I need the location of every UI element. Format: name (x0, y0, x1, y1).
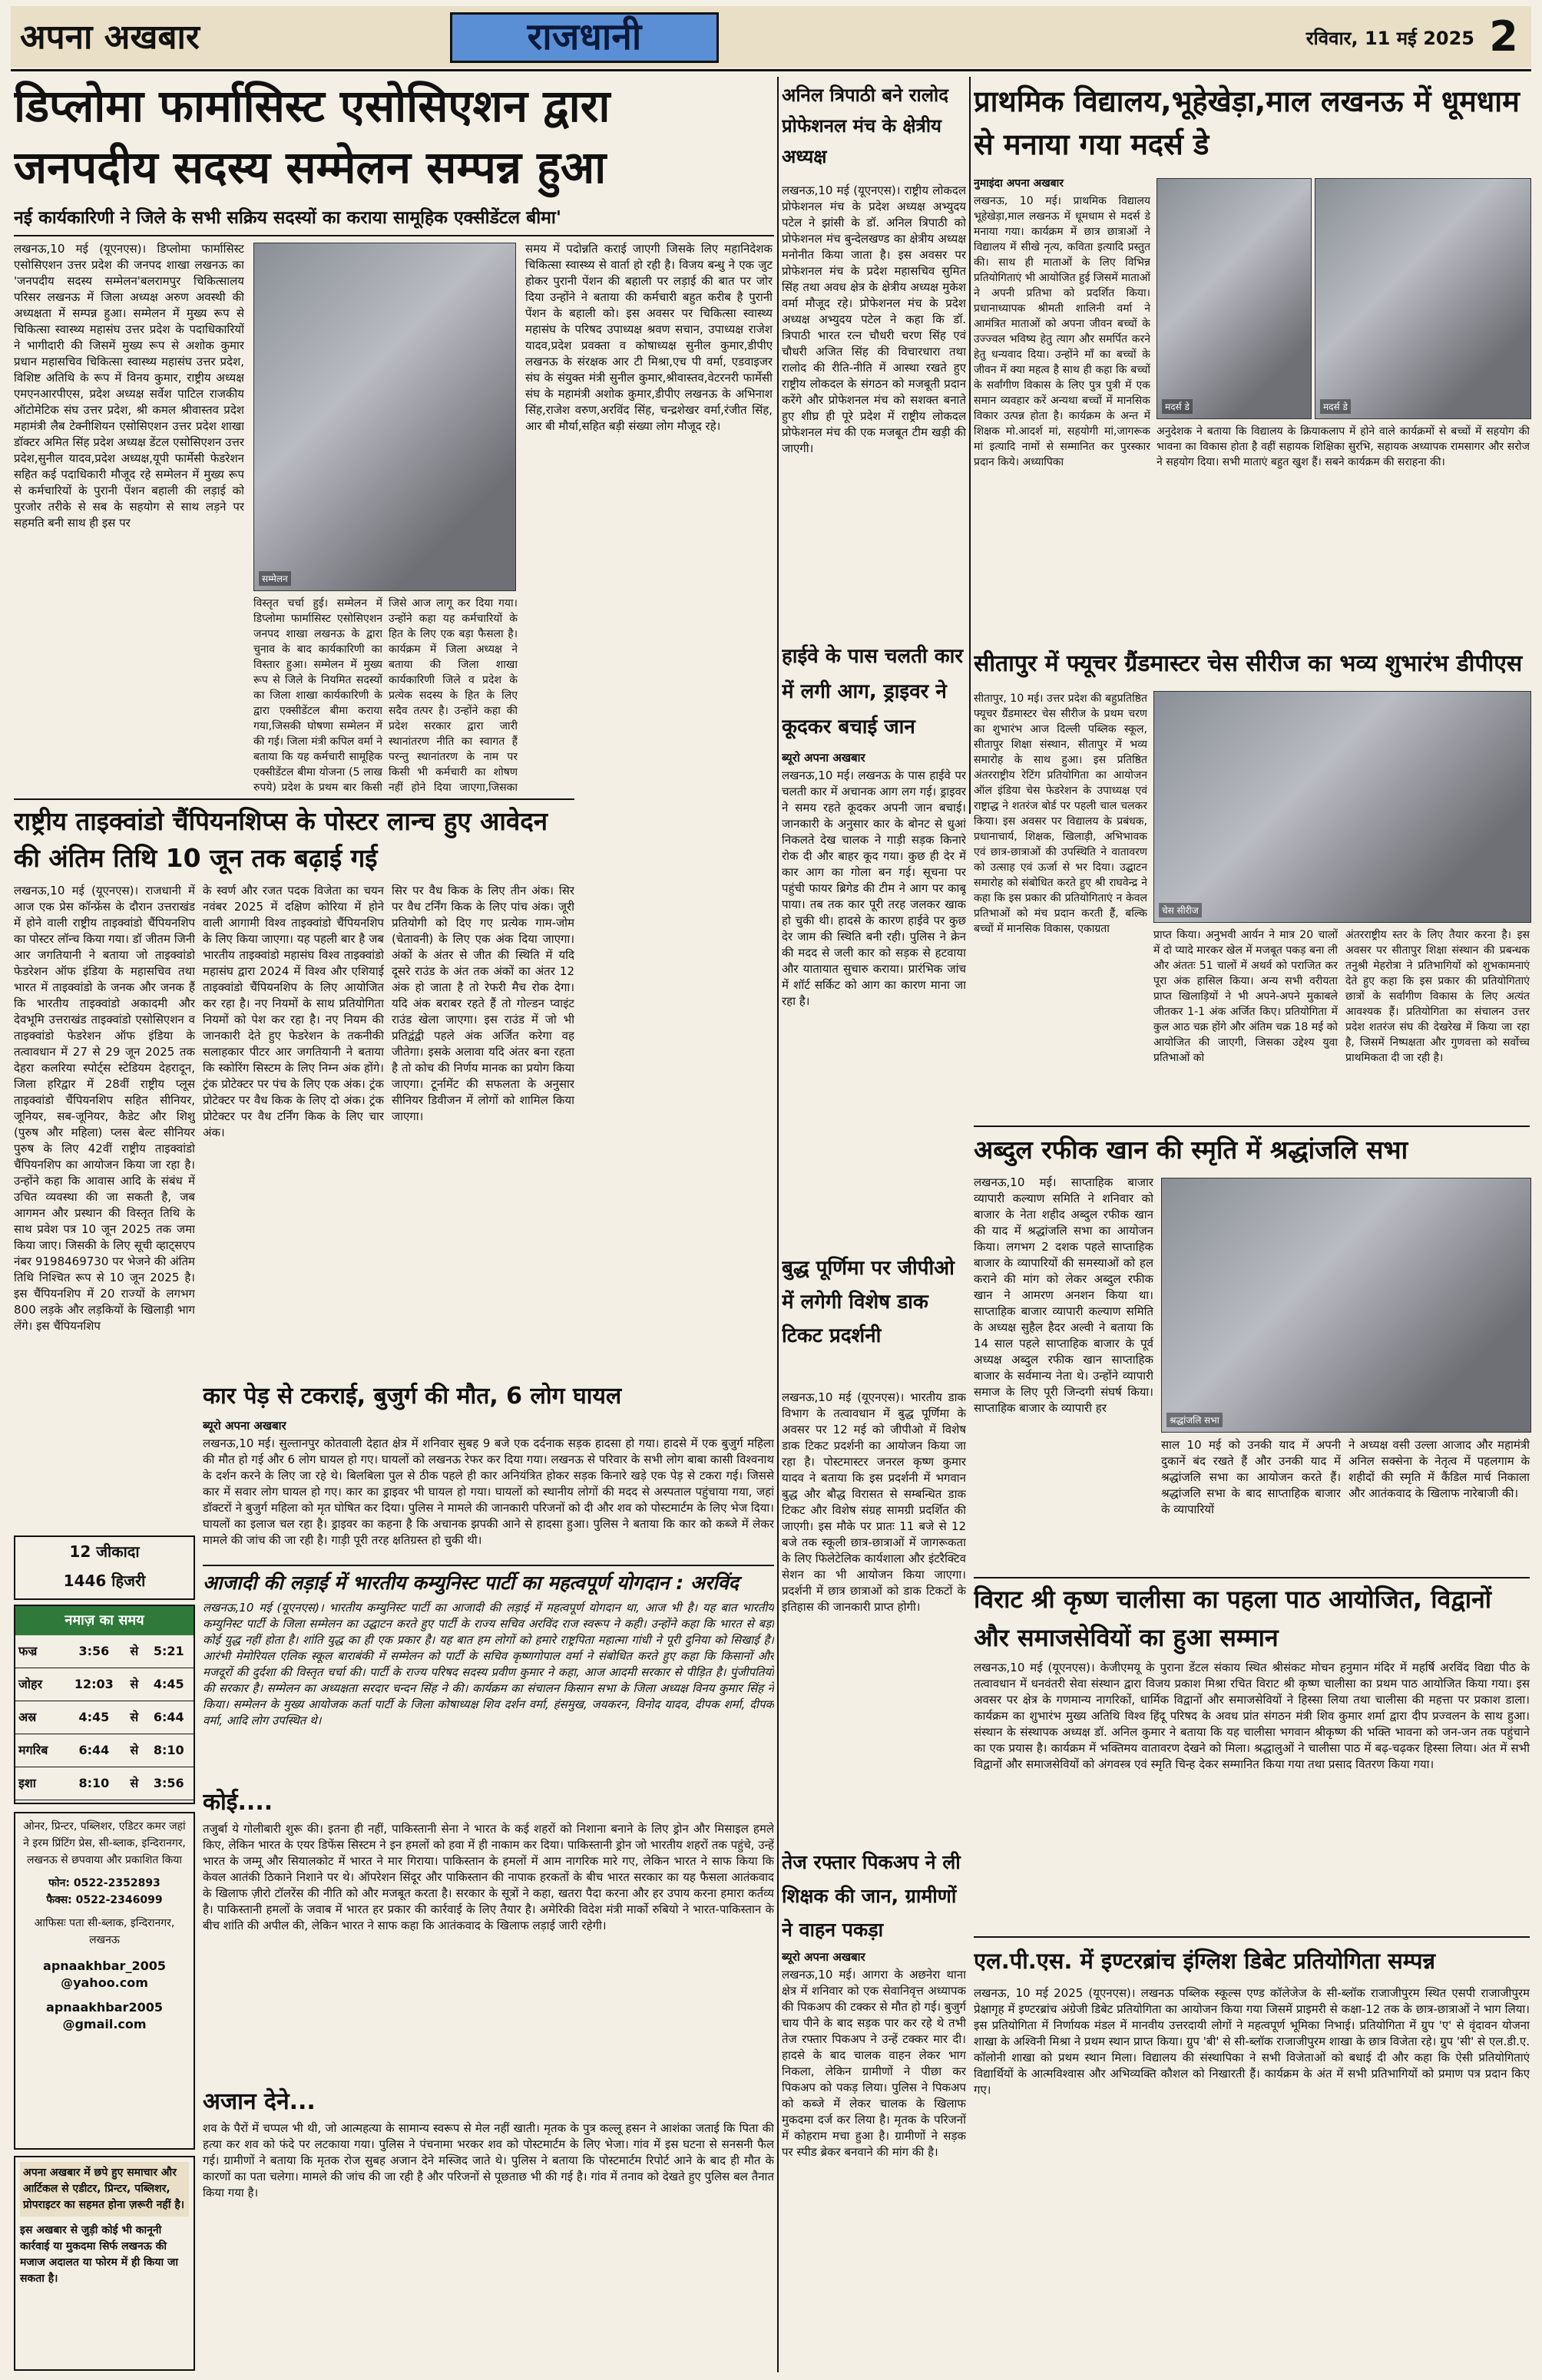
imprint-email-1: apnaakhbar_2005 @yahoo.com (43, 1959, 166, 1990)
debate-rule (974, 1936, 1530, 1938)
chess-photo (1153, 691, 1531, 923)
imprint-address: आफिसः पता सी-ब्लाक, इन्दिरानगर, लखनऊ (34, 1917, 175, 1946)
imprint-text: ओनर, प्रिन्टर, पब्लिशर, एडिटर कमर जहां ने इरम प्रिंटिंग प्रेस, सी-ब्लाक, इन्दिरानगर, लखनऊ से छपवाया और प्रकाशित किया (23, 1820, 186, 1866)
debate-text: लखनऊ, 10 मई 2025 (यूएनएस)। लखनऊ पब्लिक स्कूल्स एण्ड कॉलेजेज के सी-ब्लॉक राजाजीपुरम स्थित एसपी राजाजीपुरम प्रेक्षागृह में इण्टरब्रांच अंग्रेजी डिबेट प्रतियोगिता का आयोजन किया गया जिसमें प्राइमरी से कक्षा-12 तक के छात्र-छात्राओं ने भाग लिया। इस प्रतियोगिता में निर्णायक मंडल में मानवीय उत्तरदायी लोगों ने महत्वपूर्ण भूमिका निभाई। प्रतियोगिता में ग्रुप 'ए' से वृंदावन योजना शाखा के अश्विनी मिश्रा ने प्रथम स्थान प्राप्त किया। ग्रुप 'बी' से सी-ब्लॉक राजाजीपुरम शाखा के छात्र विजेता रहे। ग्रुप 'सी' से एल.डी.ए. कॉलोनी शाखा को प्रथम स्थान मिला। विद्यालय की संस्थापिका ने सभी विजेताओं को बधाई दी और कहा कि ऐसी प्रतियोगिताएं विद्यार्थियों के आत्मविश्वास और अभिव्यक्ति कौशल को निखारती हैं। कार्यक्रम के अंत में सभी प्रतिभागियों को प्रमाण पत्र प्रदान किए गए। (974, 1986, 1530, 2097)
lead-headline-1: डिप्लोमा फार्मासिस्ट एसोसिएशन द्वारा (14, 80, 611, 132)
disclaimer-1: अपना अखबार में छपे हुए समाचार और आर्टिकल से एडीटर, प्रिन्टर, पब्लिशर, प्रोपराइटर का सहमत होना ज़रूरी नहीं है। (20, 2162, 189, 2216)
disclaimer-box (14, 2156, 195, 2371)
school-photo-2 (1315, 178, 1531, 419)
anil-headline: अनिल त्रिपाठी बने रालोद प्रोफेशनल मंच के क्षेत्रीय अध्यक्ष (782, 84, 948, 167)
school-photo-1-caption: मदर्स डे (1162, 399, 1193, 414)
school-headline: प्राथमिक विद्यालय,भूहेखेड़ा,माल लखनऊ में धूमधाम से मनाया गया मदर्स डे (974, 84, 1520, 161)
truck-headline: तेज रफ्तार पिकअप ने ली शिक्षक की जान, ग्रामीणों ने वाहन पकड़ा (782, 1851, 961, 1941)
buddha-headline: बुद्ध पूर्णिमा पर जीपीओ में लगेगी विशेष डाक टिकट प्रदर्शनी (782, 1257, 955, 1347)
namaz-name: जोहर (18, 1677, 43, 1691)
imprint-box (14, 1812, 195, 2150)
fire-byline: ब्यूरो अपना अखबार (782, 751, 865, 765)
namaz-title: नमाज़ का समय (15, 1606, 194, 1635)
lead-sub-rule (14, 235, 774, 236)
namaz-end: 5:21 (153, 1644, 184, 1658)
truck-byline: ब्यूरो अपना अखबार (782, 1950, 865, 1964)
namaz-box (14, 1605, 195, 1804)
gita-headline: विराट श्री कृष्ण चालीसा का पहला पाठ आयोजित, विद्वानों और समाजसेवियों का हुआ सम्मान (974, 1585, 1492, 1652)
tribute-col-3: ने अध्यक्ष वसी उल्ला आजाद और महामंत्री अनिल सक्सेना के नेतृत्व में पहलगाम के शहीदों की स्मृति में कैंडिल मार्च निकाला और आतंकवाद के खिलाफ नारेबाजी की। (1348, 1438, 1530, 1500)
taekwondo-col-2: के स्वर्ण और रजत पदक विजेता का चयन नवंबर 2025 में दक्षिण कोरिया में होने वाली आगामी विश्व ताइक्वांडो चैंपियनशिप के लिए किया जाएगा। यह पहली बार है जब भारतीय ताइक्वांडो महासंघ विश्व ताइक्वांडो महासंघ द्वारा 2024 में विश्व और एशियाई ताइक्वांडो चैंपियनशिप के लिए आयोजित कर रहा है। नए नियमों के साथ प्रतियोगिता नियमों को पेश कर रहा है। नए नियम की जानकारी देते हुए फेडरेशन के तकनीकी सलाहकार पीटर आर जगतियानी ने बताया कि स्कोरिंग सिस्टम के लिए निम्न अंक होंगे। ट्रंक प्रोटेक्टर पर पंच के लिए एक अंक। ट्रंक प्रोटेक्टर पर वैध किक के लिए दो अंक। ट्रंक प्रोटेक्टर पर वैध टर्निंग किक के लिए चार अंक। (203, 884, 384, 1139)
namaz-sep: से (130, 1644, 139, 1658)
namaz-start: 4:45 (78, 1710, 110, 1724)
lead-col-a: विस्तृत चर्चा हुई। सम्मेलन में डिप्लोमा फार्मासिस्ट एसोसिएशन जनपद शाखा लखनऊ के द्वारा चुनाव के बाद कार्यकारिणी का विस्तार हुआ। सम्मेलन में मुख्य रूप से जिले के नियमित सदस्यों का जिला शाखा कार्यकारिणी के द्वारा एक्सीडेंटल बीमा कराया गया,जिसकी घोषणा सम्मेलन में की गई। जिला मंत्री कपिल वर्मा ने बताया कि यह कर्मचारी सामूहिक एक्सीडेंटल बीमा योजना (5 लाख रुपये) प्रदेश के प्रथम बार किसी (253, 597, 382, 794)
namaz-sep: से (130, 1743, 139, 1757)
koi-text: तजुर्बा ये गोलीबारी शुरू की। इतना ही नहीं, पाकिस्तानी सेना ने भारत के कई शहरों को निशाना बनाने के लिए ड्रोन और मिसाइल हमले किए, लेकिन भारत के एयर डिफेंस सिस्टम ने इन हमलों को हवा में ही नाकाम कर दिया। पाकिस्तानी ड्रोन जो भारतीय शहरों तक पहुंचे, उन्हें भारत के जम्मू और सियालकोट में भारत ने मार गिराया। पाकिस्तान के हमलों में आम नागरिक मारे गए, लेकिन भारत ने साफ किया कि केवल आतंकी ठिकाने निशाने पर थे। ऑपरेशन सिंदूर और पाकिस्तान की नापाक हरकतों के बीच भारत सरकार का यह फैसला आतंकवाद के खिलाफ ज़ीरो टॉलरेंस की नीति को और मजबूत करता है। सरकार के सूत्रों ने कहा, खतरा पैदा करना और हर उपाय करना हमारा कर्तव्य है। पाकिस्तानी हमलों के जवाब में भारत हर प्रकार की कार्रवाई के लिए तैयार है। अमेरिकी विदेश मंत्री मार्को रुबियो ने भारत-पाकिस्तान के बीच शांति की अपील की, लेकिन भारत ने साफ कहा कि आतंकवाद के खिलाफ लड़ाई जारी रहेगी। (203, 1822, 774, 1932)
namaz-row (15, 1635, 194, 1668)
lead-col-b: जिसे आज लागू कर दिया गया।उन्होंने कहा यह कर्मचारियों के हित के लिए एक बड़ा फैसला है। कार्यक्रम में जिला अध्यक्ष ने बताया की जिला शाखा कार्यकारिणी जिले व प्रदेश के प्रत्येक सदस्य के हित के लिए सदैव तत्पर है। उन्होंने कहा की प्रदेश सरकार द्वारा जारी स्थानांतरण नीति का स्वागत हैं परन्तु स्थानांतरण के नाम पर किसी भी कर्मचारी का शोषण नहीं होने दिया जाएगा,जिसका (389, 597, 518, 794)
namaz-start: 6:44 (78, 1743, 110, 1757)
truck-text: लखनऊ,10 मई। आगरा के अछनेरा थाना क्षेत्र में शनिवार को एक सेवानिवृत्त अध्यापक की पिकअप की टक्कर से मौत हो गई। बुजुर्ग चाय पीने के बाद सड़क पार कर रहे थे तभी तेज रफ्तार पिकअप ने उन्हें टक्कर मार दी। हादसे के बाद चालक वाहन लेकर भाग निकला, लेकिन ग्रामीणों ने पीछा कर पिकअप को पकड़ लिया। पुलिस ने पिकअप को कब्जे में लेकर चालक के खिलाफ मुकदमा दर्ज कर लिया है। मृतक के परिजनों में कोहराम मचा हुआ है। ग्रामीणों ने सड़क पर स्पीड ब्रेकर बनवाने की मांग की है। (782, 1968, 966, 2159)
chess-photo-caption: चेस सीरीज (1159, 903, 1202, 917)
accident-headline: कार पेड़ से टकराई, बुजुर्ग की मौत, 6 लोग घायल (203, 1383, 622, 1410)
pharma-photo-caption: सम्मेलन (259, 571, 291, 586)
namaz-end: 8:10 (153, 1743, 184, 1757)
ajaan-headline: अजान देने... (203, 2088, 316, 2115)
namaz-end: 3:56 (153, 1776, 184, 1790)
hijri-date: 12 जीकादा (69, 1542, 140, 1561)
imprint-fax: फैक्स: 0522-2346099 (46, 1894, 163, 1906)
lead-subhead: नई कार्यकारिणी ने जिले के सभी सक्रिय सदस्यों का कराया सामूहिक एक्सीडेंटल बीमा' (14, 208, 561, 228)
chess-headline: सीतापुर में फ्यूचर ग्रैंडमास्टर चेस सीरीज का भव्य शुभारंभ डीपीएस (974, 650, 1523, 677)
namaz-table (15, 1635, 194, 1800)
chess-col-3: प्राप्त किया। अनुभवी आर्यन ने मात्र 20 चालों में दो प्यादे मारकर खेल में मजबूत पकड़ बना ली और अंततः 51 चालों में अथर्व को पराजित कर पूरा अंक हासिल किया। अन्य सभी वरीयता प्राप्त खिलाड़ियों ने भी अपने-अपने मुकाबले जीतकर 1-1 अंक अर्जित किए। प्रतियोगिता में कुल आठ चक्र होंगे और अंतिम चक्र 18 मई को आयोजित की जाएगी, जिसका उद्देश्य युवा प्रतिभाओं को (1153, 929, 1338, 1064)
paper-name: अपना अखबार (20, 18, 200, 57)
namaz-sep: से (130, 1710, 139, 1724)
tribute-photo-caption: श्रद्धांजलि सभा (1166, 1413, 1223, 1427)
page-number: 2 (1489, 12, 1518, 61)
right-col-rule (969, 77, 971, 814)
pharma-group-photo (253, 243, 516, 591)
namaz-row (15, 1734, 194, 1767)
tribute-headline: अब्दुल रफीक खान की स्मृति में श्रद्धांजलि सभा (974, 1135, 1408, 1165)
namaz-end: 6:44 (153, 1710, 184, 1724)
accident-text: लखनऊ,10 मई। सुल्तानपुर कोतवाली देहात क्षेत्र में शनिवार सुबह 9 बजे एक दर्दनाक सड़क हादसा हो गया। हादसे में एक बुजुर्ग महिला की मौत हो गई और 6 लोग घायल हो गए। घायलों को लखनऊ रेफर कर दिया गया। लखनऊ से परिवार के सभी लोग बाबा कासी विश्वनाथ के दर्शन करने के लिए जा रहे थे। बिलबिला पुल से ठीक पहले ही कार अनियंत्रित होकर सड़क किनारे खड़े एक पेड़ से टकरा गई। जिससे कार में सवार लोग घायल हो गए। कार का ड्राइवर भी घायल हो गया। घायलों को स्थानीय लोगों की मदद से अस्पताल पहुंचाया गया, जहां डॉक्टरों ने बुजुर्ग महिला को मृत घोषित कर दिया। पुलिस ने मामले की जानकारी परिजनों को दी और शव को पोस्टमार्टम के लिए भेज दिया। घायलों का इलाज चल रहा है। ड्राइवर का कहना है कि अचानक झपकी आने से हादसा हुआ। पुलिस ने बताया कि कार को कब्जे में लेकर मामले की जांच की जा रही है। गाड़ी पूरी तरह क्षतिग्रस्त हो चुकी थी। (203, 1436, 774, 1547)
tribute-col-2: साल 10 मई को उनकी याद में अपनी दुकानें बंद रखते हैं और उनकी याद में श्रद्धांजलि सभा का आयोजन करते हैं। श्रद्धांजलि सभा के बाद साप्ताहिक बाजार के व्यापारियों (1161, 1438, 1341, 1516)
issue-date: रविवार, 11 मई 2025 (1305, 28, 1474, 49)
ajaan-text: शव के पैरों में चप्पल भी थी, जो आत्महत्या के सामान्य स्वरूप से मेल नहीं खाती। मृतक के पुत्र कल्लू हसन ने आशंका जताई कि पिता की हत्या कर शव को फंदे पर लटकाया गया। पुलिस ने पंचनामा भरकर शव को पोस्टमार्टम के लिए भेजा। गांव में इस घटना से सनसनी फैल गई। ग्रामीणों ने बताया कि मृतक रोज सुबह अजान देने मस्जिद जाते थे। पुलिस ने बताया कि पोस्टमार्टम रिपोर्ट आने के बाद ही मौत के कारणों का पता चलेगा। मामले की जांच की जा रही है और परिजनों से पूछताछ भी की गई है। गांव में तनाव को देखते हुए पुलिस बल तैनात किया गया है। (203, 2121, 774, 2200)
koi-headline: कोई.... (203, 1789, 273, 1816)
debate-headline: एल.पी.एस. में इण्टरब्रांच इंग्लिश डिबेट प्रतियोगिता सम्पन्न (974, 1948, 1436, 1974)
imprint-email-2: apnaakhbar2005 @gmail.com (46, 2000, 163, 2031)
gita-rule (974, 1577, 1530, 1578)
buddha-text: लखनऊ,10 मई (यूएनएस)। भारतीय डाक विभाग के तत्वावधान में बुद्ध पूर्णिमा के अवसर पर 12 मई को जीपीओ में विशेष डाक टिकट प्रदर्शनी का आयोजन किया जा रहा है। पोस्टमास्टर जनरल कृष्ण कुमार यादव ने बताया कि इस प्रदर्शनी में भगवान बुद्ध और बौद्ध विरासत से सम्बन्धित डाक टिकट और विशेष संग्रह सामग्री प्रदर्शित की जाएगी। इस मौके पर प्रातः 11 बजे से 12 बजे तक स्कूली छात्र-छात्राओं में जागरूकता के लिए फिलेटेलिक कार्यशाला और इंटरैक्टिव सेशन का भी आयोजन किया जाएगा। प्रदर्शनी में छात्र छात्राओं को डाक टिकटों के इतिहास की जानकारी प्राप्त होगी। (782, 1390, 966, 1614)
tribute-photo (1161, 1178, 1531, 1433)
namaz-row (15, 1701, 194, 1734)
namaz-name: मगरिब (18, 1743, 48, 1757)
lead-end-rule (14, 798, 574, 800)
lead-col-2: समय में पदोन्नति कराई जाएगी जिसके लिए महानिदेशक चिकित्सा स्वास्थ्य से वार्ता हो रही है। विजय बन्धु ने एक जुट होकर पुरानी पेंशन की बहाली पर लड़ाई की बात पर जोर दिया उन्होंने ने बताया की कर्मचारी बहुत करीब है पुरानी पेंशन के बहाली को। इस अवसर पर चिकित्सा स्वास्थ्य महासंघ के परिषद उपाध्यक्ष श्रवण सचान, उपाध्यक्ष राजेश यादव,प्रदेश प्रवक्ता व कोषाध्यक्ष सुनील कुमार,डीपीए लखनऊ के संरक्षक आर टी मिश्रा,एच पी वर्मा, एडवाइजर संघ के संयुक्त मंत्री सुनील कुमार,श्रीवास्तव,वेटरनरी फार्मेसी संघ के महामंत्री अशोक कुमार,डीपीए लखनऊ के अभिनाश सिंह,राजेश वरुण,अरविंद सिंह, चन्द्रशेखर वर्मा,रंजीत सिंह, आर बी मौर्या,सहित बड़ी संख्या लोग मौजूद रहे। (525, 242, 773, 433)
section-title: राजधानी (527, 15, 642, 58)
chess-col-1: सीतापुर, 10 मई। उत्तर प्रदेश की बहुप्रतिष्ठित फ्यूचर ग्रैंडमास्टर चेस सीरीज के प्रथम चरण का शुभारंभ आज दिल्ली पब्लिक स्कूल, सीतापुर शिक्षा संस्थान, सीतापुर में भव्य समारोह के साथ हुआ। इस प्रतिष्ठित अंतरराष्ट्रीय रेटिंग प्रतियोगिता का आयोजन ऑल इंडिया चेस फेडरेशन के उपाध्यक्ष एवं राष्ट्राद्ध ने शतरंज बोर्ड पर पहली चाल चलकर किया। इस अवसर पर विद्यालय के प्रबंधक, प्रधानाचार्य, शिक्षक, खिलाड़ी, अभिभावक एवं छात्र-छात्राओं की उपस्थिति ने वातावरण को उत्साह एवं ऊर्जा से भर दिया। उद्घाटन समारोह को संबोधित करते हुए श्री राघवेन्द्र ने कहा कि इस प्रकार की प्रतियोगिताएं न केवल प्रतिभाओं को मंच प्रदान करती हैं, बल्कि बच्चों में मानसिक विकास, एकाग्रता (974, 693, 1147, 935)
hijri-year: 1446 हिजरी (63, 1572, 146, 1590)
tribute-rule (974, 1126, 1530, 1127)
namaz-end: 4:45 (153, 1677, 184, 1691)
namaz-start: 3:56 (78, 1644, 110, 1658)
namaz-start: 12:03 (74, 1677, 114, 1691)
taekwondo-col-1: लखनऊ,10 मई (यूएनएस)। राजधानी में आज एक प्रेस कॉन्फ्रेंस के दौरान उत्तराखंड में होने वाली राष्ट्रीय ताइक्वांडो चैंपियनशिप का पोस्टर लॉन्च किया गया। डॉ जीतम जिनी आर जगतियानी ने बताया जो ताइक्वांडो फेडरेशन ऑफ इंडिया के महासचिव तथा भारत में ताइक्वांडो के जनक और जनक हैं कि भारतीय ताइक्वांडो अकादमी और देवभूमि उत्तराखंड ताइक्वांडो एसोसिएशन व ताइक्वांडो फेडरेशन ऑफ इंडिया के तत्वावधान में 27 से 29 जून 2025 तक देहरा कलरिया स्पोर्ट्स स्टेडियम देहरादून, जिला हरिद्वार में 28वीं राष्ट्रीय प्लूस ताइक्वांडो चैंपियनशिप सहित सीनियर, जूनियर, सब-जूनियर, कैडेट और शिशु (पुरुष और महिला) प्लस बेल्ट सीनियर पुरुष के लिए 42वीं राष्ट्रीय ताइक्वांडो चैंपियनशिप का आयोजन किया जा रहा है। उन्होंने कहा कि आवास आदि के संबंध में उचित व्यवस्था की जा सकती है, जब आगमन और प्रस्थान की विस्तृत तिथि के साथ प्रवेश पत्र 10 जून 2025 तक जमा किया जाए। जिसकी के लिए सूची व्हाट्सएप नंबर 9198469730 पर भेजने की अंतिम तिथि निश्चित रूप से 10 जून 2025 है। इस चैंपियनशिप में 20 राज्यों के लगभग 800 लड़के और लड़कियों के खिलाड़ी भाग लेंगे। इस चैंपियनशिप (14, 884, 195, 1333)
namaz-row (15, 1668, 194, 1701)
namaz-sep: से (130, 1776, 139, 1790)
tribute-col-1: लखनऊ,10 मई। साप्ताहिक बाजार व्यापारी कल्याण समिति ने शनिवार को बाजार के नेता शहीद अब्दुल रफीक खान की याद में श्रद्धांजलि सभा का आयोजन किया। लगभग 2 दशक पहले साप्ताहिक बाजार के व्यापारियों की समस्याओं को हल कराने की मांग को लेकर अब्दुल रफीक खान ने आमरण अनशन किया था। साप्ताहिक बाजार व्यापारी कल्याण समिति के अध्यक्ष सुहैल हैदर अल्वी ने बताया कि 14 साल पहले साप्ताहिक बाजार के पूर्व अध्यक्ष अब्दुल रफीक खान साप्ताहिक बाजार के सर्वमान्य नेता थे। उन्होंने व्यापारी समाज के लिए पूरी जिन्दगी संघर्ष किया। साप्ताहिक बाजार के व्यापारी हर (974, 1175, 1153, 1415)
namaz-start: 8:10 (78, 1776, 110, 1790)
school-byline: नुमाइंदा अपना अखबार (974, 177, 1064, 190)
school-col-2: अनुदेशक ने बताया कि विद्यालय के क्रियाकलाप में होने वाले कार्यक्रमों से बच्चों में सहयोग की भावना का विकास होता है वहीं सहायक शिक्षिका सुरभि, सहायक अध्यापक रामसागर और सरोज ने सहयोग दिया। सभी माताएं बहुत खुश हैं। सबने कार्यक्रम की सराहना की। (1156, 425, 1530, 468)
namaz-name: अस्र (18, 1710, 37, 1724)
cpi-headline: आजादी की लड़ाई में भारतीय कम्युनिस्ट पार्टी का महत्वपूर्ण योगदान : अरविंद (203, 1572, 739, 1594)
namaz-sep: से (130, 1677, 139, 1691)
school-photo-2-caption: मदर्स डे (1320, 399, 1351, 414)
disclaimer-2: इस अखबार से जुड़ी कोई भी कानूनी कार्रवाई या मुकदमा सिर्फ लखनऊ की मजाज अदालत या फोरम में ही किया जा सकता है। (20, 2224, 178, 2285)
school-col-1: लखनऊ, 10 मई। प्राथमिक विद्यालय भूहेखेड़ा,माल लखनऊ में धूमधाम से मदर्स डे मनाया गया। कार्यक्रम में छात्र छात्राओं ने विद्यालय में सीखे नृत्य, कविता इत्यादि प्रस्तुत की। साथ ही माताओं के लिए विभिन्न प्रतियोगिताएं भी आयोजित हुई जिसमें माताओं ने अपनी प्रतिभा को प्रदर्शित किया। प्रधानाध्यापक श्रीमती शालिनी वर्मा ने आमंत्रित माताओं को अपना जीवन बच्चों के उज्ज्वल भविष्य हेतु त्याग और समर्पित करने हेतु धन्यवाद दिया। उन्होंने माँ का बच्चों के जीवन में क्या महत्व है साथ ही कहा कि बच्चों के सर्वांगीण विकास के लिए पुत्र पुत्री में एक समान व्यवहार करें अन्यथा बच्चों में मानसिक विकार उत्पन्न होता है। कार्यक्रम के अन्त में शिक्षक मो.आदर्श मां, सहयोगी मां,जागरूक मां इत्यादि नामों से सम्मानित कर पुरस्कार प्रदान किये। अध्यापिका (974, 195, 1150, 468)
namaz-name: फज्र (18, 1644, 38, 1658)
namaz-row (15, 1767, 194, 1800)
imprint-phone: फोन: 0522-2352893 (48, 1877, 160, 1889)
fire-text: लखनऊ,10 मई। लखनऊ के पास हाईवे पर चलती कार में अचानक आग लग गई। ड्राइवर ने समय रहते कूदकर अपनी जान बचाई। जानकारी के अनुसार कार के बोनट से धुआं निकलते देख चालक ने गाड़ी सड़क किनारे रोक दी और बाहर कूद गया। कुछ ही देर में कार आग का गोला बन गई। सूचना पर पहुंची फायर ब्रिगेड की टीम ने आग पर काबू पाया। तब तक कार पूरी तरह जलकर खाक हो चुकी थी। हादसे के कारण हाईवे पर कुछ देर जाम की स्थिति बनी रही। पुलिस ने क्रेन की मदद से जली कार को सड़क से हटवाया और यातायात सुचारु कराया। प्रारंभिक जांच में शॉर्ट सर्किट को आग का कारण माना जा रहा है। (782, 769, 966, 1008)
gita-text: लखनऊ,10 मई (यूएनएस)। केजीएमयू के पुराना डेंटल संकाय स्थित श्रीसंकट मोचन हनुमान मंदिर में महर्षि अरविंद विद्या पीठ के तत्वावधान में धनवंतरी सेवा संस्थान द्वारा विजय प्रकाश मिश्रा रचित विराट श्री कृष्ण चालीसा का प्रथम पाठ आयोजित किया गया। इस अवसर पर क्षेत्र के गणमान्य नागरिकों, धार्मिक विद्वानों और समाजसेवियों ने हिस्सा लिया तथा चालीसा की महत्ता पर प्रकाश डाला। कार्यक्रम का शुभारंभ मुख्य अतिथि विश्व हिंदू परिषद के अवध प्रांत संगठन मंत्री शिव कुमार शर्मा द्वारा दीप प्रज्वलन के साथ हुआ। संस्थान के संस्थापक अध्यक्ष डॉ. अनिल कुमार ने बताया कि यह चालीसा भगवान श्रीकृष्ण की भक्ति भावना को जन-जन तक पहुंचाने का एक प्रयास है। कार्यक्रम में भक्तिमय वातावरण देखने को मिला। श्रद्धालुओं ने चालीसा पाठ में बढ़-चढ़कर हिस्सा लिया। अंत में सभी विद्वानों और समाजसेवियों को अंगवस्त्र एवं स्मृति चिन्ह देकर सम्मानित किया गया तथा प्रसाद वितरण किया गया। (974, 1661, 1530, 1771)
namaz-name: इशा (18, 1776, 36, 1790)
mid-col-rule (777, 77, 779, 2372)
taekwondo-col-3: सिर पर वैध किक के लिए तीन अंक। सिर पर वैध टर्निंग किक के लिए पांच अंक। जूरी प्रतियोगी को दिए गए प्रत्येक गाम-जोम (चेतावनी) के लिए एक अंक दिया जाएगा। अंकों के अंतर से जीत की स्थिति में यदि दूसरे राउंड के अंत तक अंकों का अंतर 12 अंक हो जाता है तो रेफरी मैच रोक देगा। यदि अंक बराबर रहते हैं तो गोल्डन प्वाइंट राउंड खेला जाएगा। इस राउंड में जो भी प्रतिद्वंद्वी पहले अंक अर्जित करेगा वह जीतेगा। इसके अलावा यदि अंतर बना रहता है तो कोच की निर्णय मानक का प्रयोग किया जाएगा। टूर्नामेंट की सफलता के अनुसार सीनियर डिवीजन में लोगों को शामिल किया जाएगा। (392, 884, 574, 1123)
cpi-text: लखनऊ,10 मई (यूएनएस)। भारतीय कम्युनिस्ट पार्टी का आजादी की लड़ाई में महत्वपूर्ण योगदान था, आज भी है। यह बात भारतीय कम्युनिस्ट पार्टी के जिला सम्मेलन का उद्घाटन करते हुए पार्टी के राज्य सचिव अरविंद राज स्वरूप ने कही। उन्होंने कहा कि भारत से बड़ा कोई युद्ध नहीं होता है। शांति युद्ध का ही एक प्रकार है। यह बात हम लोगों को हमारे राष्ट्रपिता महात्मा गांधी ने पूरी दुनिया को सिखाई है। आरंभी मेमोरियल एलिक स्कूल बाराबंकी में सम्मेलन को पार्टी के सचिव कृष्णगोपाल वर्मा ने संबोधित करते हुए कहा कि किसानों और मजदूरों की दुर्दशा की विस्तृत चर्चा की। पार्टी के राज्य परिषद सदस्य प्रवीण कुमार ने कहा, आज आदमी सरकार से पीड़ित है। पुंजीपतियों की सरकार है। सम्मेलन का अध्यक्षता सरदार चन्दन सिंह ने की। कार्यक्रम का संचालन किसान सभा के जिला अध्यक्ष विनय कुमार सिंह ने किया। सम्मेलन के मुख्य आयोजक कर्ता पार्टी के जिला कोषाध्यक्ष शिव दर्शन वर्मा, हंसमुख, जयकरन, विनोद यादव, दीपक शर्मा, दीपक वर्मा, आदि लोग उपस्थित थे। (203, 1601, 774, 1727)
anil-text: लखनऊ,10 मई (यूएनएस)। राष्ट्रीय लोकदल प्रोफेशनल मंच के प्रदेश अध्यक्ष अभ्युदय पटेल ने झांसी के डॉ. अनिल त्रिपाठी को प्रोफेशनल मंच बुन्देलखण्ड का क्षेत्रीय अध्यक्ष मनोनीत किया जाता है। इस अवसर पर प्रोफेशनल मंच के प्रदेश महासचिव सुमित सिंह तथा अवध क्षेत्र के क्षेत्रीय अध्यक्ष मुकेश वर्मा मौजूद रहे। प्रोफेशनल मंच के प्रदेश अध्यक्ष अभ्युदय पटेल ने कहा कि डॉ. त्रिपाठी भारत रत्न चौधरी चरण सिंह एवं चौधरी अजित सिंह की विचारधारा तथा रालोद की रीति-नीति में आस्था रखते हुए राष्ट्रीय लोकदल के संगठन को मजबूती प्रदान करेंगे और प्रोफेशनल मंच को सशक्त बनाते हुए शीघ्र ही पूरे प्रदेश में राष्ट्रीय लोकदल प्रोफेशनल मंच की एक मजबूत टीम खड़ी की जाएगी। (782, 183, 966, 455)
accident-byline: ब्यूरो अपना अखबार (203, 1419, 286, 1433)
school-photo-1 (1156, 178, 1312, 419)
fire-headline: हाईवे के पास चलती कार में लगी आग, ड्राइवर ने कूदकर बचाई जान (782, 645, 964, 739)
hijri-box (14, 1535, 195, 1600)
lead-col-1: लखनऊ,10 मई (यूएनएस)। डिप्लोमा फार्मासिस्ट एसोसिएशन उत्तर प्रदेश की जनपद शाखा लखनऊ का 'जनपदीय सदस्य सम्मेलन'बलरामपुर चिकित्सालय परिसर लखनऊ में जिला अध्यक्ष अरुण अवस्थी की अध्यक्षता में सम्पन्न हुआ। सम्मेलन में मुख्य रूप से चिकित्सा स्वास्थ्य महासंघ उत्तर प्रदेश के पदाधिकारियों ने भागीदारी की जिसमें मुख्य रूप से अशोक कुमार प्रधान महासचिव चिकित्सा स्वास्थ्य महासंघ उत्तर प्रदेश, विशिष्ट अतिथि के रूप में विनय कुमार, राष्ट्रीय अध्यक्ष एमएनआरपीएस, प्रदेश अध्यक्ष सर्वेश पाटिल राजकीय ऑटोमेटिक संघ उत्तर प्रदेश, श्री कमल श्रीवास्तव प्रदेश महामंत्री लैब टेक्नीशियन एसोसिएशन उत्तर प्रदेश शाखा डॉक्टर अमित सिंह प्रदेश अध्यक्ष डेंटल एसोसिएशन उत्तर प्रदेश,सुनील यादव,प्रदेश अध्यक्ष,यूपी फार्मेसी फेडरेशन सहित कई पदाधिकारी मौजूद रहे सम्मेलन में मुख्य रूप से कर्मचारियों के पुरानी पेंशन बहाली की लड़ाई को पुरजोर तरीके से सब के सहयोग से साथ लड़ने पर सहमति बनी साथ ही इस पर (14, 242, 244, 530)
lead-headline-2: जनपदीय सदस्य सम्मेलन सम्पन्न हुआ (14, 141, 607, 193)
masthead-rule (11, 69, 1531, 71)
chess-col-4: अंतरराष्ट्रीय स्तर के लिए तैयार करना है। इस अवसर पर सीतापुर शिक्षा संस्थान की प्रबन्धक तनुश्री मेहरोत्रा ने प्रतिभागियों को शुभकामनाएं देते हुए कहा कि इस प्रकार की प्रतियोगिताएं छात्रों के सर्वांगीण विकास के लिए अत्यंत आवश्यक हैं। प्रतियोगिता का संचालन उत्तर प्रदेश शतरंज संघ की देखरेख में किया जा रहा है, जिसमें निष्पक्षता और गुणवत्ता को सर्वोच्च प्राथमिकता दी जा रही है। (1345, 929, 1530, 1064)
taekwondo-headline: राष्ट्रीय ताइक्वांडो चैंपियनशिप्स के पोस्टर लान्च हुए आवेदन की अंतिम तिथि 10 जून तक बढ़ाई गई (14, 806, 548, 873)
cpi-rule (203, 1565, 774, 1566)
